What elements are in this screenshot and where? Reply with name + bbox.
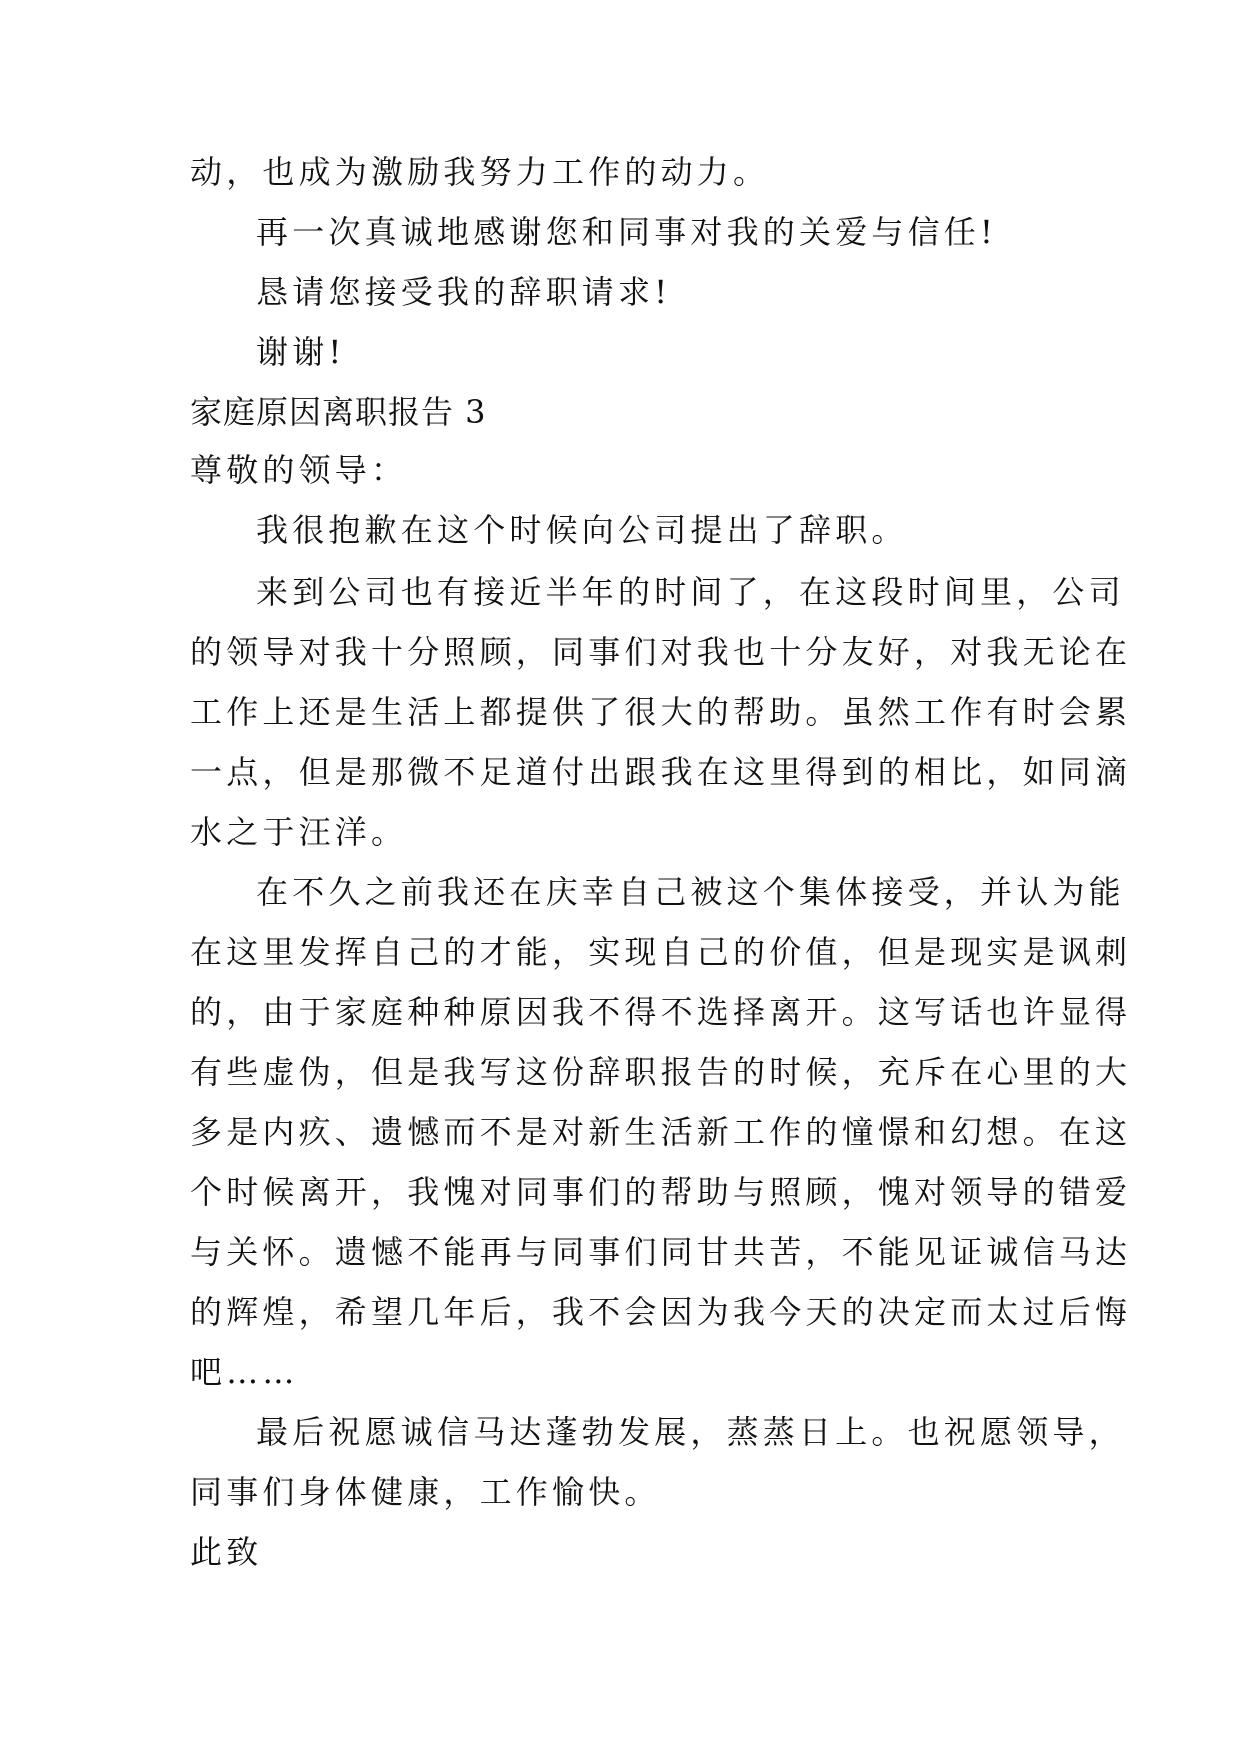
paragraph-line: 工作上还是生活上都提供了很大的帮助。虽然工作有时会累 <box>190 693 1132 731</box>
paragraph-line: 在不久之前我还在庆幸自己被这个集体接受，并认为能 <box>256 873 1125 911</box>
thanks-line: 再一次真诚地感谢您和同事对我的关爱与信任! <box>256 213 998 251</box>
paragraph-line: 一点，但是那微不足道付出跟我在这里得到的相比，如同滴 <box>190 753 1132 791</box>
paragraph-line: 有些虚伪，但是我写这份辞职报告的时候，充斥在心里的大 <box>190 1053 1132 1091</box>
paragraph-line: 的领导对我十分照顾，同事们对我也十分友好，对我无论在 <box>190 633 1132 671</box>
section-title: 家庭原因离职报告 3 <box>190 393 487 431</box>
thank-you-line: 谢谢! <box>256 333 346 371</box>
paragraph-line: 最后祝愿诚信马达蓬勃发展，蒸蒸日上。也祝愿领导， <box>256 1413 1125 1451</box>
paragraph-line: 与关怀。遗憾不能再与同事们同甘共苦，不能见证诚信马达 <box>190 1233 1132 1271</box>
paragraph-line: 动，也成为激励我努力工作的动力。 <box>190 153 770 191</box>
closing-line: 此致 <box>190 1533 263 1571</box>
paragraph-line: 的，由于家庭种种原因我不得不选择离开。这写话也许显得 <box>190 993 1132 1031</box>
paragraph-line: 个时候离开，我愧对同事们的帮助与照顾，愧对领导的错爱 <box>190 1173 1132 1211</box>
paragraph-line: 的辉煌，希望几年后，我不会因为我今天的决定而太过后悔 <box>190 1293 1132 1331</box>
paragraph-line: 来到公司也有接近半年的时间了，在这段时间里，公司 <box>256 573 1125 611</box>
paragraph-line: 我很抱歉在这个时候向公司提出了辞职。 <box>256 511 908 549</box>
paragraph-line: 多是内疚、遗憾而不是对新生活新工作的憧憬和幻想。在这 <box>190 1113 1132 1151</box>
paragraph-line: 吧…… <box>190 1353 299 1391</box>
salutation: 尊敬的领导： <box>190 451 408 489</box>
paragraph-line: 水之于汪洋。 <box>190 813 408 851</box>
paragraph-line: 在这里发挥自己的才能，实现自己的价值，但是现实是讽刺 <box>190 933 1132 971</box>
paragraph-line: 同事们身体健康，工作愉快。 <box>190 1473 661 1511</box>
request-line: 恳请您接受我的辞职请求! <box>256 273 672 311</box>
